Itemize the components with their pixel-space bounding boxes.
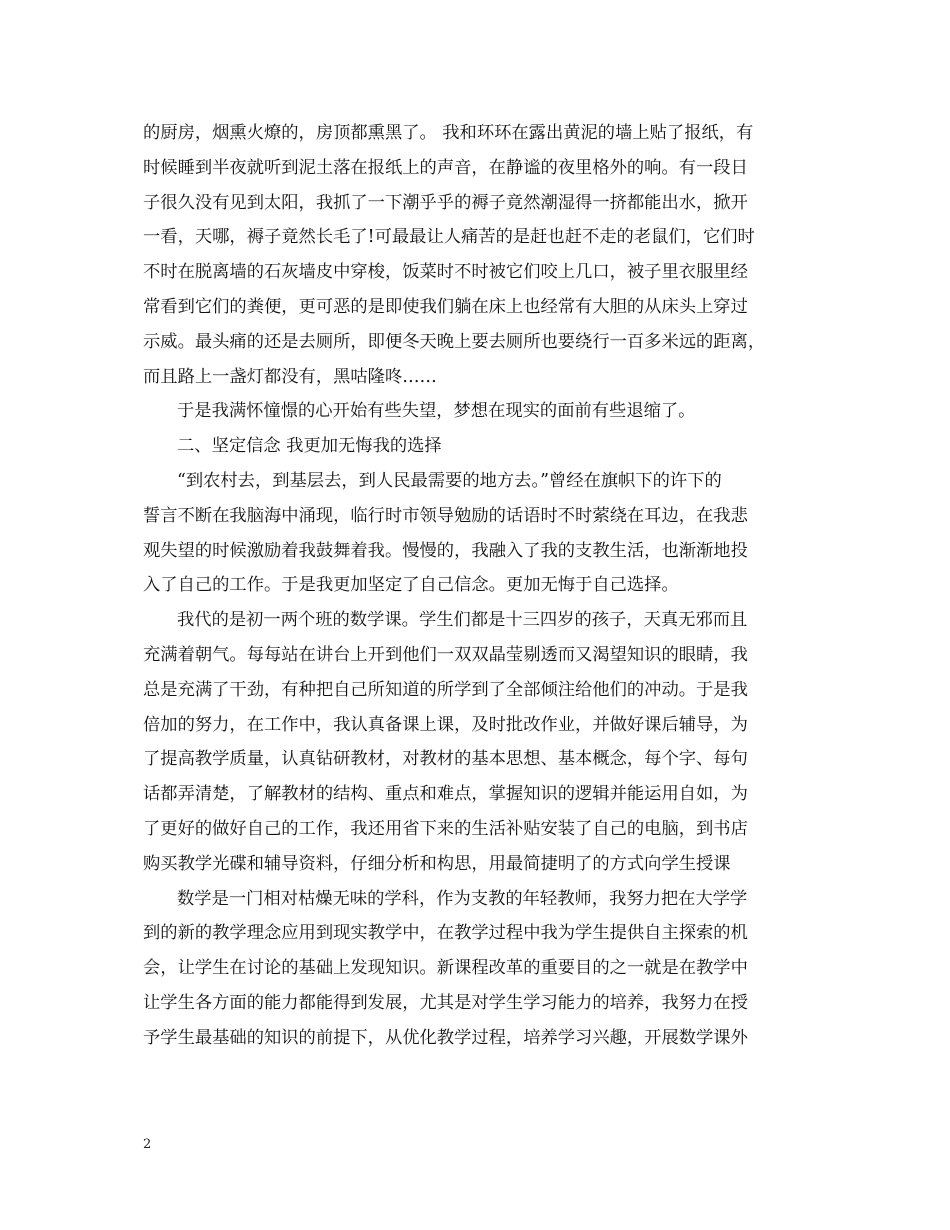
text-line: 入了自己的工作。于是我更加坚定了自己信念。更加无悔于自己选择。	[143, 575, 679, 596]
text-line: 一看，天哪，褥子竟然长毛了!可最最让人痛苦的是赶也赶不走的老鼠们，它们时	[143, 227, 755, 248]
text-line: 子很久没有见到太阳，我抓了一下潮乎乎的褥子竟然潮湿得一挤都能出水，掀开	[143, 192, 748, 213]
text-line: 总是充满了干劲，有种把自己所知道的所学到了全部倾注给他们的冲动。于是我	[143, 679, 748, 700]
text-line: 予学生最基础的知识的前提下，从优化教学过程，培养学习兴趣，开展数学课外	[143, 1027, 748, 1048]
text-line: 了提高教学质量，认真钻研教材，对教材的基本思想、基本概念，每个字、每句	[143, 749, 748, 770]
text-line: 会，让学生在讨论的基础上发现知识。新课程改革的重要目的之一就是在教学中	[143, 958, 748, 979]
section-heading: 二、坚定信念 我更加无悔我的选择	[177, 436, 442, 457]
text-line: 了更好的做好自己的工作，我还用省下来的生活补贴安装了自己的电脑，到书店	[143, 818, 748, 839]
text-line: 不时在脱离墙的石灰墙皮中穿梭，饭菜时不时被它们咬上几口，被子里衣服里经	[143, 262, 748, 283]
text-line: 的厨房，烟熏火燎的，房顶都熏黑了。 我和环环在露出黄泥的墙上贴了报纸，有	[143, 123, 754, 143]
text-line: 话都弄清楚，了解教材的结构、重点和难点，掌握知识的逻辑并能运用自如，为	[143, 784, 748, 805]
paragraph-line: 数学是一门相对枯燥无味的学科，作为支教的年轻教师，我努力把在大学学	[177, 888, 748, 909]
text-line: 示威。最头痛的还是去厕所，即便冬天晚上要去厕所也要绕行一百多米远的距离，	[143, 331, 766, 352]
paragraph-line: 我代的是初一两个班的数学课。学生们都是十三四岁的孩子，天真无邪而且	[177, 610, 748, 631]
text-line: 充满着朝气。每每站在讲台上开到他们一双双晶莹剔透而又渴望知识的眼睛，我	[143, 644, 748, 665]
page-number: 2	[143, 1137, 152, 1152]
paragraph-line: 于是我满怀憧憬的心开始有些失望，梦想在现实的面前有些退缩了。	[177, 401, 696, 422]
text-line: 观失望的时候激励着我鼓舞着我。慢慢的，我融入了我的支教生活，也渐渐地投	[143, 540, 748, 561]
text-line: 倍加的努力，在工作中，我认真备课上课，及时批改作业，并做好课后辅导，为	[143, 714, 748, 735]
text-line: 让学生各方面的能力都能得到发展，尤其是对学生学习能力的培养，我努力在授	[143, 992, 748, 1013]
paragraph-line: “到农村去，到基层去，到人民最需要的地方去。”曾经在旗帜下的许下的	[177, 470, 722, 491]
text-line: 时候睡到半夜就听到泥土落在报纸上的声音，在静谧的夜里格外的响。有一段日	[143, 157, 748, 178]
text-line: 到的新的教学理念应用到现实教学中，在教学过程中我为学生提供自主探索的机	[143, 923, 748, 944]
text-line: 而且路上一盏灯都没有，黑咕隆咚……	[143, 366, 437, 387]
body-text	[143, 116, 808, 1056]
text-line: 购买教学光碟和辅导资料，仔细分析和构思，用最简捷明了的方式向学生授课	[143, 853, 731, 874]
text-line: 常看到它们的粪便，更可恶的是即使我们躺在床上也经常有大胆的从床头上穿过	[143, 296, 748, 317]
text-line: 誓言不断在我脑海中涌现，临行时市领导勉励的话语时不时萦绕在耳边，在我悲	[143, 505, 748, 526]
